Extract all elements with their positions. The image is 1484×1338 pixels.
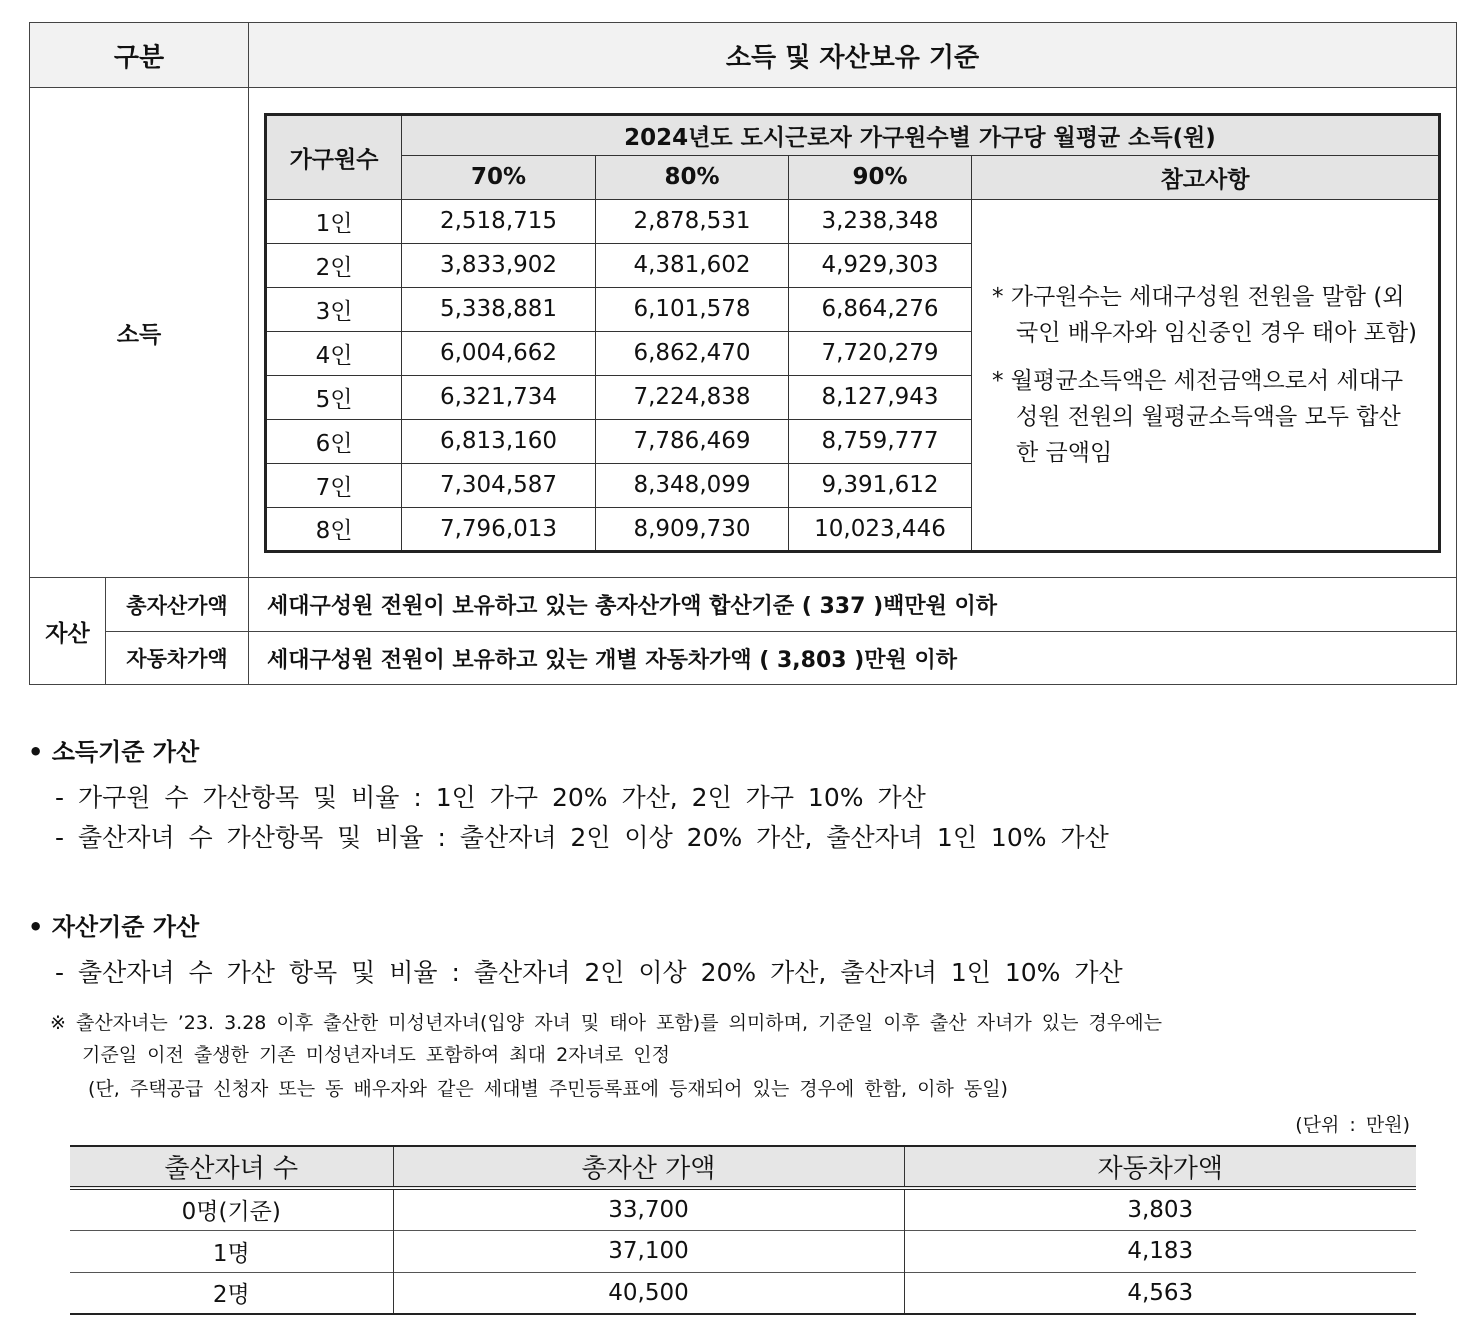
income-value: 6,813,160 xyxy=(402,419,596,463)
table-row xyxy=(266,199,1440,243)
income-value: 3,833,902 xyxy=(402,243,596,287)
household-size-header: 가구원수 xyxy=(266,114,402,199)
household-size: 1인 xyxy=(266,199,402,243)
income-value: 2,518,715 xyxy=(402,199,596,243)
income-value: 5,338,881 xyxy=(402,287,596,331)
income-value: 8,348,099 xyxy=(596,463,789,507)
note-item: * 월평균소득액은 세전금액으로서 세대구성원 전원의 월평균소득액을 모두 합산한 금액임 xyxy=(992,367,1404,466)
household-size: 2인 xyxy=(266,243,402,287)
notes-header: 참고사항 xyxy=(972,155,1440,199)
note-line: 기준일 이전 출생한 기존 미성년자녀도 포함하여 최대 2자녀로 인정 xyxy=(82,1044,670,1066)
cell: 2명 xyxy=(70,1272,393,1314)
cell: 33,700 xyxy=(393,1188,904,1230)
income-bonus-line: - 가구원 수 가산항목 및 비율 : 1인 가구 20% 가산, 2인 가구 10% 가산 xyxy=(55,783,926,812)
note-item: * 가구원수는 세대구성원 전원을 말함 (외국인 배우자와 임신중인 경우 태아 포함) xyxy=(992,283,1418,346)
income-value: 8,127,943 xyxy=(789,375,972,419)
asset-bonus-title: • 자산기준 가산 xyxy=(28,913,200,941)
total-asset-label: 총자산가액 xyxy=(106,578,249,632)
cell: 3,803 xyxy=(904,1188,1416,1230)
income-label: 소득 xyxy=(30,88,249,578)
cell: 0명(기준) xyxy=(70,1188,393,1230)
header-total-asset: 총자산 가액 xyxy=(393,1146,904,1188)
income-value: 6,004,662 xyxy=(402,331,596,375)
income-value: 7,224,838 xyxy=(596,375,789,419)
total-asset-text: 세대구성원 전원이 보유하고 있는 총자산가액 합산기준 ( 337 )백만원 이하 xyxy=(249,578,1457,632)
cell: 40,500 xyxy=(393,1272,904,1314)
asset-bonus-title-text: 자산기준 가산 xyxy=(51,913,200,941)
income-value: 2,878,531 xyxy=(596,199,789,243)
income-value: 6,862,470 xyxy=(596,331,789,375)
income-value: 8,909,730 xyxy=(596,507,789,551)
notes-cell xyxy=(972,199,1440,551)
car-text: 세대구성원 전원이 보유하고 있는 개별 자동차가액 ( 3,803 )만원 이하 xyxy=(249,632,1457,685)
household-size: 8인 xyxy=(266,507,402,551)
note-line: ※ 출산자녀는 ’23. 3.28 이후 출산한 미성년자녀(입양 자녀 및 태아 포함)를 의미하며, 기준일 이후 출산 자녀가 있는 경우에는 xyxy=(50,1012,1162,1034)
income-value: 8,759,777 xyxy=(789,419,972,463)
income-table-title: 2024년도 도시근로자 가구원수별 가구당 월평균 소득(원) xyxy=(402,114,1440,155)
cell: 1명 xyxy=(70,1230,393,1272)
income-value: 9,391,612 xyxy=(789,463,972,507)
income-value: 6,864,276 xyxy=(789,287,972,331)
cell: 4,183 xyxy=(904,1230,1416,1272)
income-value: 6,101,578 xyxy=(596,287,789,331)
income-value: 7,796,013 xyxy=(402,507,596,551)
household-size: 4인 xyxy=(266,331,402,375)
household-size: 6인 xyxy=(266,419,402,463)
income-value: 7,786,469 xyxy=(596,419,789,463)
header-criteria: 소득 및 자산보유 기준 xyxy=(249,23,1457,88)
unit-label: (단위 : 만원) xyxy=(1295,1114,1410,1136)
household-size: 7인 xyxy=(266,463,402,507)
asset-label: 자산 xyxy=(30,578,106,685)
note-line: (단, 주택공급 신청자 또는 동 배우자와 같은 세대별 주민등록표에 등재되어 있는 경우에 한함, 이하 동일) xyxy=(88,1078,1008,1100)
child-bonus-table xyxy=(70,1145,1416,1315)
col-80: 80% xyxy=(596,155,789,199)
table-row xyxy=(70,1188,1416,1230)
income-value: 10,023,446 xyxy=(789,507,972,551)
header-car: 자동차가액 xyxy=(904,1146,1416,1188)
income-value: 6,321,734 xyxy=(402,375,596,419)
income-value: 3,238,348 xyxy=(789,199,972,243)
household-size: 3인 xyxy=(266,287,402,331)
cell: 37,100 xyxy=(393,1230,904,1272)
asset-bonus-line: - 출산자녀 수 가산 항목 및 비율 : 출산자녀 2인 이상 20% 가산, 출산자녀 1인 10% 가산 xyxy=(55,958,1123,987)
col-90: 90% xyxy=(789,155,972,199)
col-70: 70% xyxy=(402,155,596,199)
income-value: 7,720,279 xyxy=(789,331,972,375)
header-category: 구분 xyxy=(30,23,249,88)
income-bonus-line: - 출산자녀 수 가산항목 및 비율 : 출산자녀 2인 이상 20% 가산, 출산자녀 1인 10% 가산 xyxy=(55,823,1109,852)
cell: 4,563 xyxy=(904,1272,1416,1314)
income-value: 7,304,587 xyxy=(402,463,596,507)
table-row xyxy=(70,1272,1416,1314)
income-table xyxy=(264,113,1441,553)
income-value: 4,929,303 xyxy=(789,243,972,287)
income-value: 4,381,602 xyxy=(596,243,789,287)
car-label: 자동차가액 xyxy=(106,632,249,685)
table-row xyxy=(70,1230,1416,1272)
header-children: 출산자녀 수 xyxy=(70,1146,393,1188)
income-bonus-title: • 소득기준 가산 xyxy=(28,738,200,766)
household-size: 5인 xyxy=(266,375,402,419)
housing-criteria-table xyxy=(29,22,1457,685)
income-bonus-title-text: 소득기준 가산 xyxy=(51,738,200,766)
